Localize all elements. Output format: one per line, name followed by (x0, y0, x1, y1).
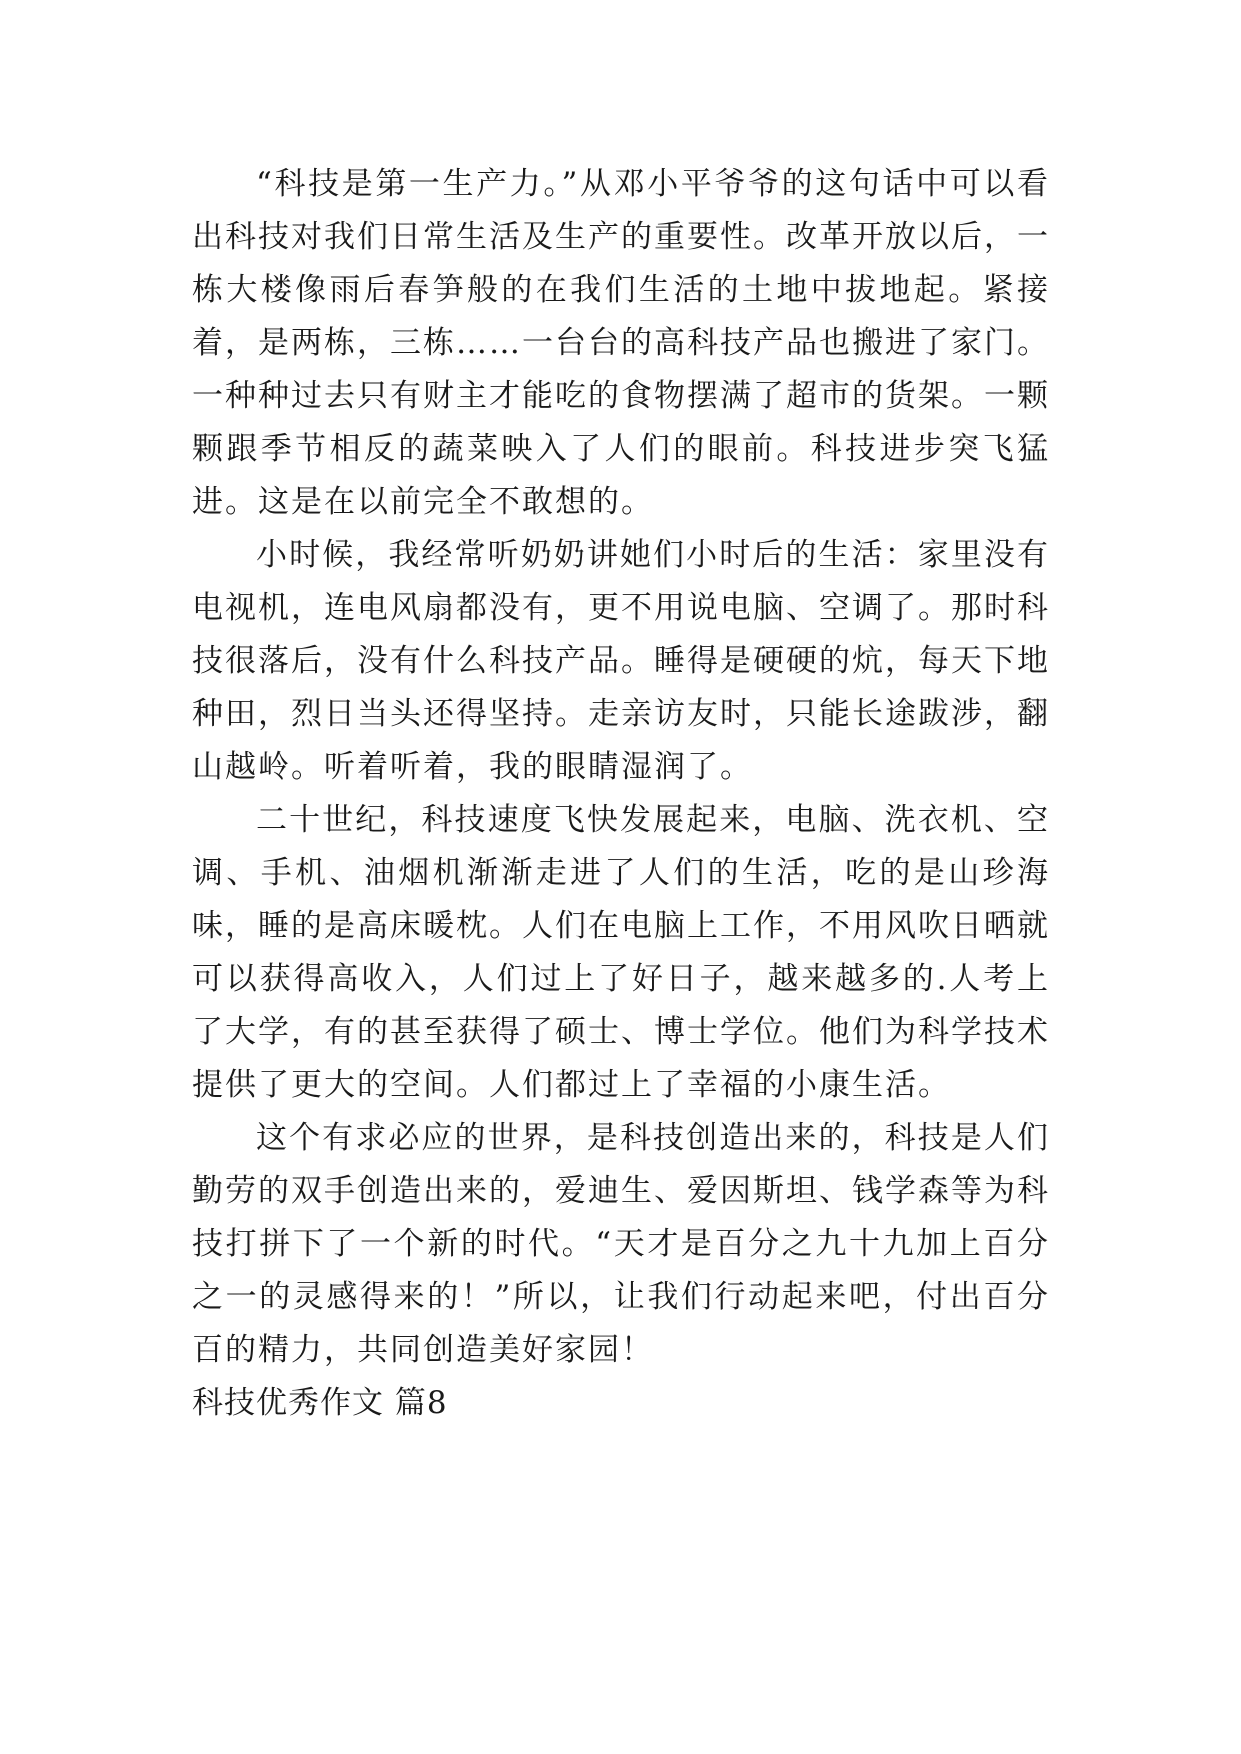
paragraph-1: “科技是第一生产力。”从邓小平爷爷的这句话中可以看出科技对我们日常生活及生产的重要性。改革开放以后，一栋大楼像雨后春笋般的在我们生活的土地中拔地起。紧接着，是两栋，三栋……一台台的高科技产品也搬进了家门。一种种过去只有财主才能吃的食物摆满了超市的货架。一颗颗跟季节相反的蔬菜映入了人们的眼前。科技进步突飞猛进。这是在以前完全不敢想的。 (192, 166, 1050, 520)
section-heading: 科技优秀作文 篇8 (192, 1385, 448, 1421)
paragraph-3: 二十世纪，科技速度飞快发展起来，电脑、洗衣机、空调、手机、油烟机渐渐走进了人们的生活，吃的是山珍海味，睡的是高床暖枕。人们在电脑上工作，不用风吹日晒就可以获得高收入，人们过上了好日子，越来越多的.人考上了大学，有的甚至获得了硕士、博士学位。他们为科学技术提供了更大的空间。人们都过上了幸福的小康生活。 (192, 802, 1050, 1103)
paragraph-4: 这个有求必应的世界，是科技创造出来的，科技是人们勤劳的双手创造出来的，爱迪生、爱因斯坦、钱学森等为科技打拼下了一个新的时代。“天才是百分之九十九加上百分之一的灵感得来的！”所以，让我们行动起来吧，付出百分百的精力，共同创造美好家园！ (192, 1120, 1050, 1368)
paragraph-2: 小时候，我经常听奶奶讲她们小时后的生活：家里没有电视机，连电风扇都没有，更不用说电脑、空调了。那时科技很落后，没有什么科技产品。睡得是硬硬的炕，每天下地种田，烈日当头还得坚持。走亲访友时，只能长途跋涉，翻山越岭。听着听着，我的眼睛湿润了。 (192, 537, 1050, 785)
essay-body (192, 158, 1050, 1430)
